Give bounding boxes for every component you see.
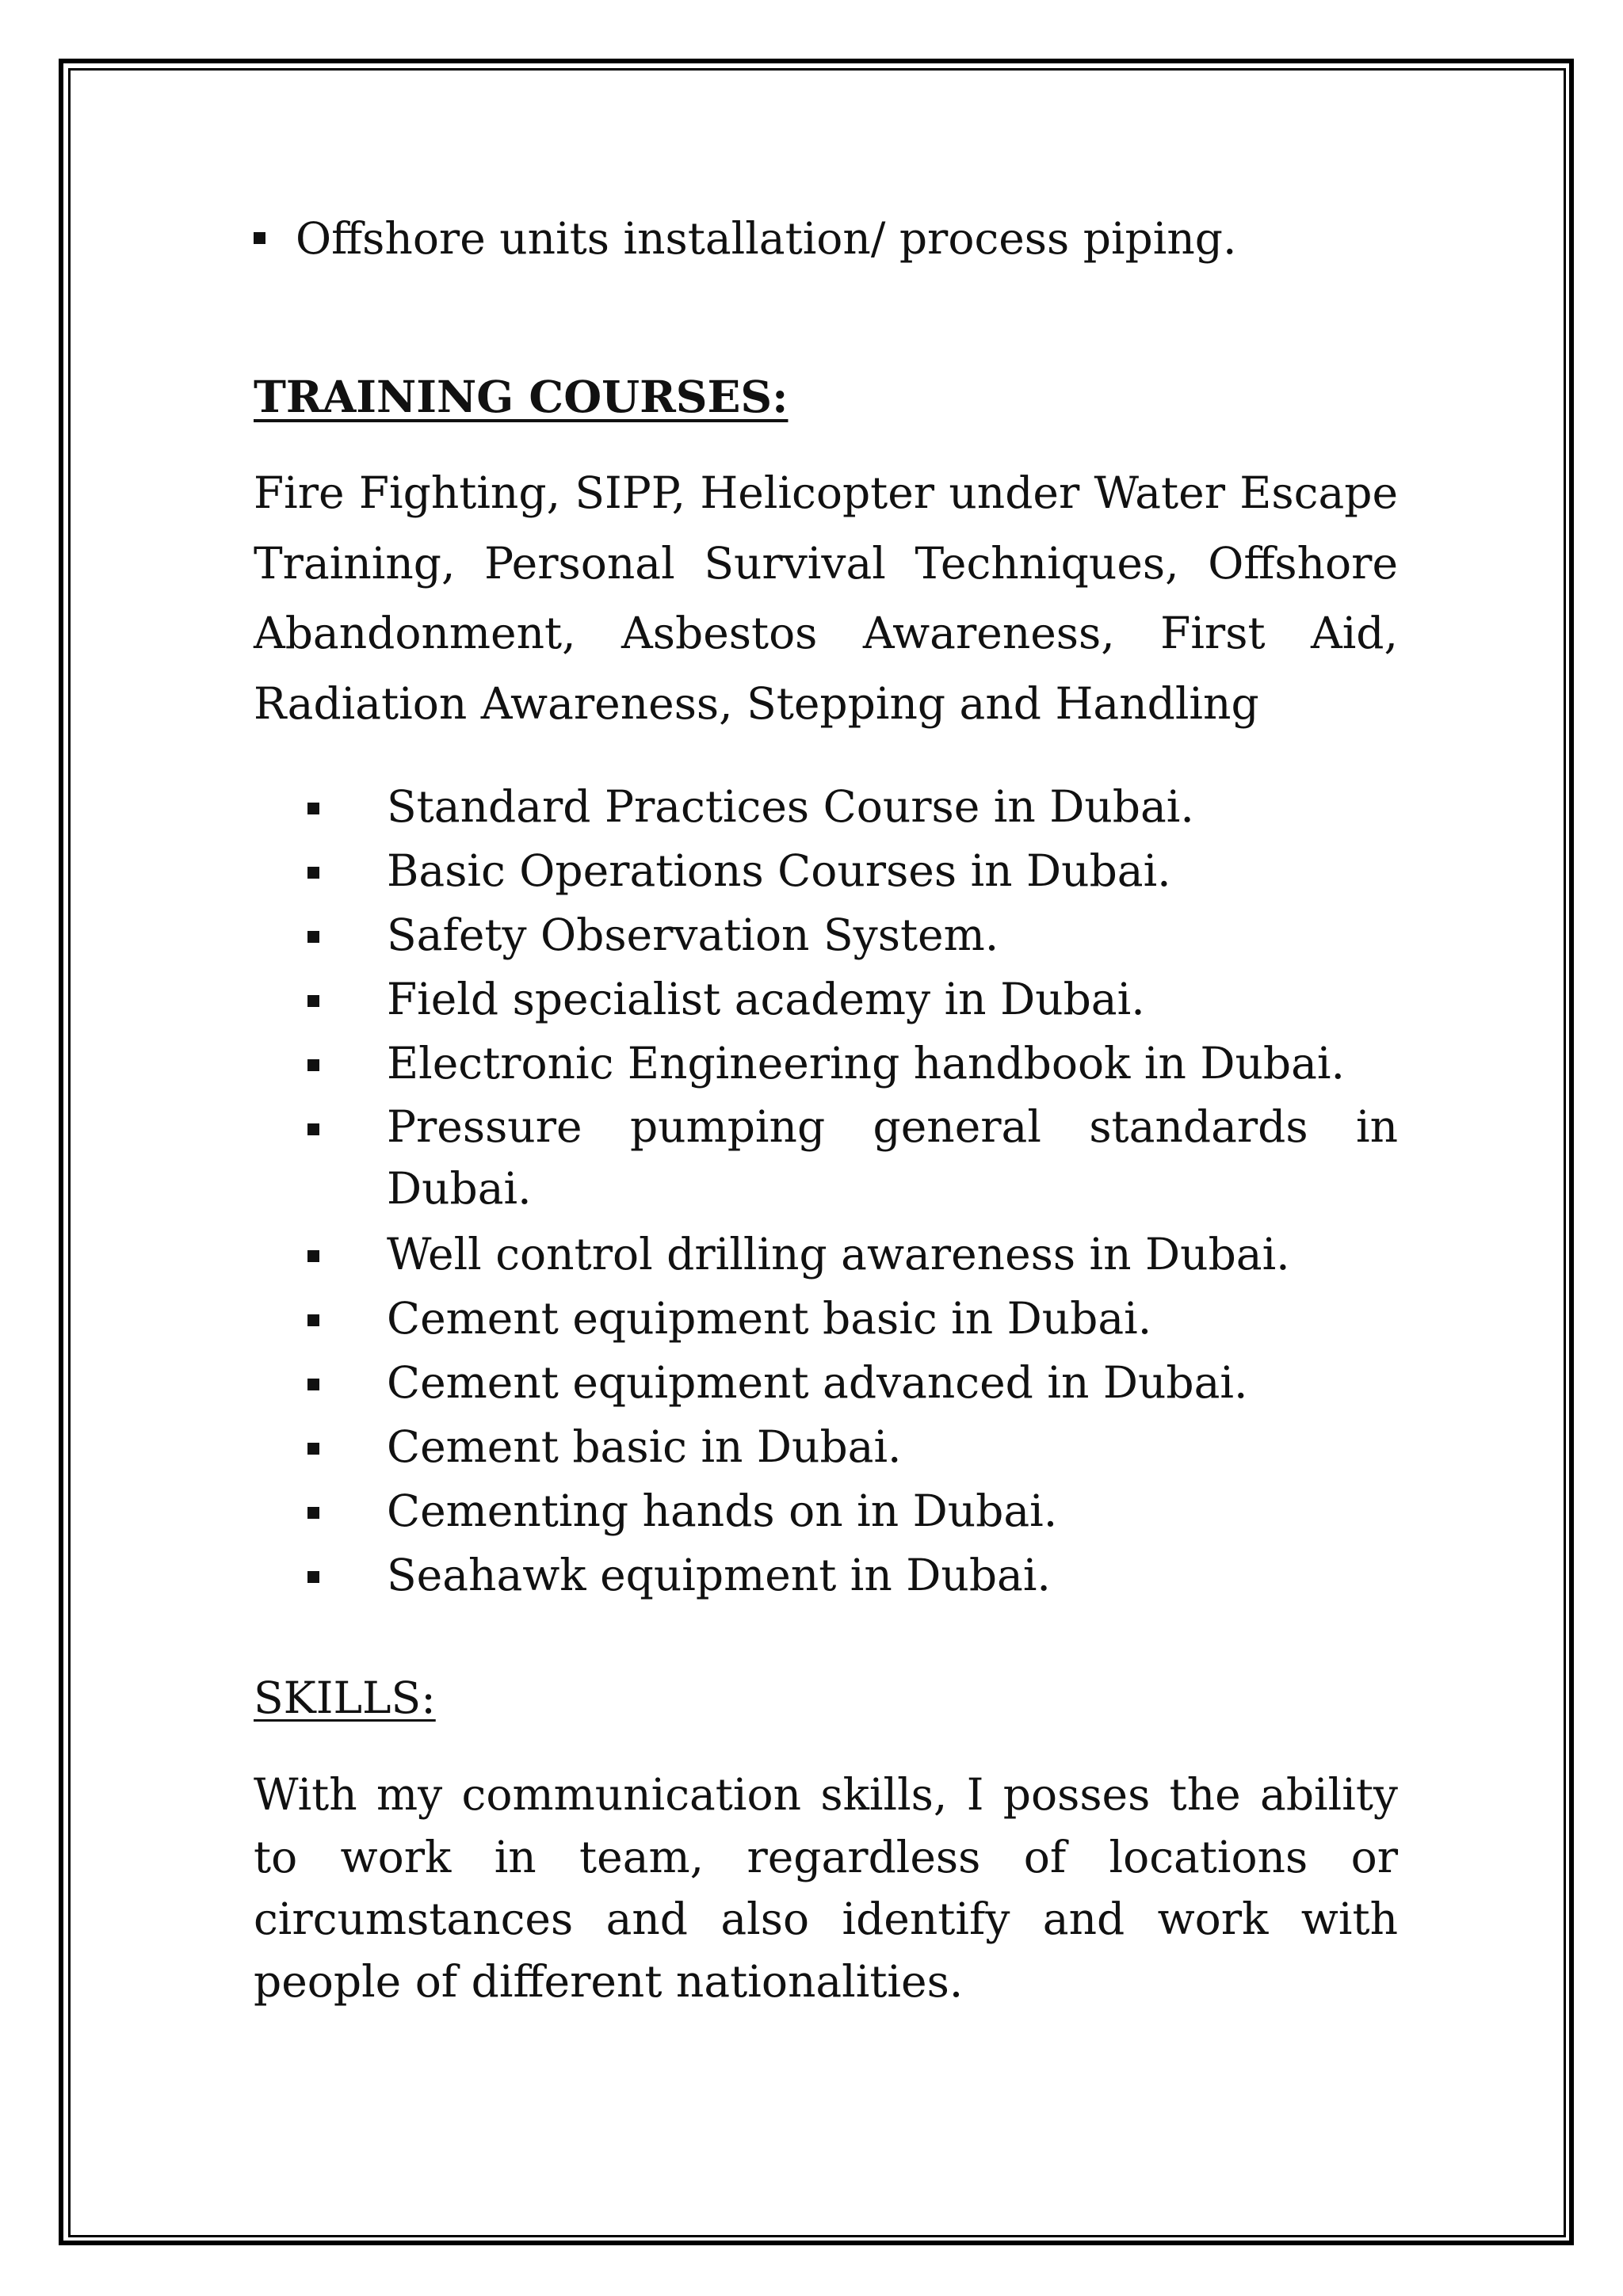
list-item: Well control drilling awareness in Dubai. <box>307 1222 1398 1287</box>
list-item: Cement equipment basic in Dubai. <box>307 1287 1398 1351</box>
square-bullet-icon <box>307 931 319 943</box>
square-bullet-icon <box>307 1507 319 1519</box>
square-bullet-icon <box>254 232 265 244</box>
list-item: Cement equipment advanced in Dubai. <box>307 1351 1398 1415</box>
square-bullet-icon <box>307 1250 319 1262</box>
square-bullet-icon <box>307 1059 319 1071</box>
square-bullet-icon <box>307 1123 319 1135</box>
experience-bullet-item <box>254 204 1398 273</box>
list-item: Electronic Engineering handbook in Dubai. <box>307 1032 1398 1096</box>
square-bullet-icon <box>307 995 319 1007</box>
training-courses-paragraph: Fire Fighting, SIPP, Helicopter under Water Escape Training, Personal Survival Techniques, Offshore Abandonment, Asbestos Awareness, First Aid, Radiation Awareness, Stepping and Handling <box>254 467 1398 729</box>
training-courses-list <box>307 775 1398 1608</box>
square-bullet-icon <box>307 803 319 814</box>
square-bullet-icon <box>307 1443 319 1455</box>
list-item: Cement basic in Dubai. <box>307 1415 1398 1479</box>
training-courses-heading: TRAINING COURSES: <box>254 371 789 422</box>
list-item: Field specialist academy in Dubai. <box>307 967 1398 1032</box>
square-bullet-icon <box>307 1379 319 1390</box>
list-item: Pressure pumping general standards in Dubai. <box>307 1096 1398 1222</box>
square-bullet-icon <box>307 867 319 879</box>
skills-paragraph: With my communication skills, I posses the ability to work in team, regardless of locations or circumstances and also identify and work with people of different nationalities. <box>254 1769 1398 2007</box>
list-item: Standard Practices Course in Dubai. <box>307 775 1398 839</box>
square-bullet-icon <box>307 1314 319 1326</box>
list-item: Seahawk equipment in Dubai. <box>307 1543 1398 1608</box>
list-item: Safety Observation System. <box>307 903 1398 967</box>
list-item: Basic Operations Courses in Dubai. <box>307 839 1398 903</box>
skills-heading: SKILLS: <box>254 1672 436 1723</box>
list-item: Cementing hands on in Dubai. <box>307 1479 1398 1543</box>
experience-bullet-text: Offshore units installation/ process piping. <box>296 213 1237 264</box>
square-bullet-icon <box>307 1571 319 1583</box>
